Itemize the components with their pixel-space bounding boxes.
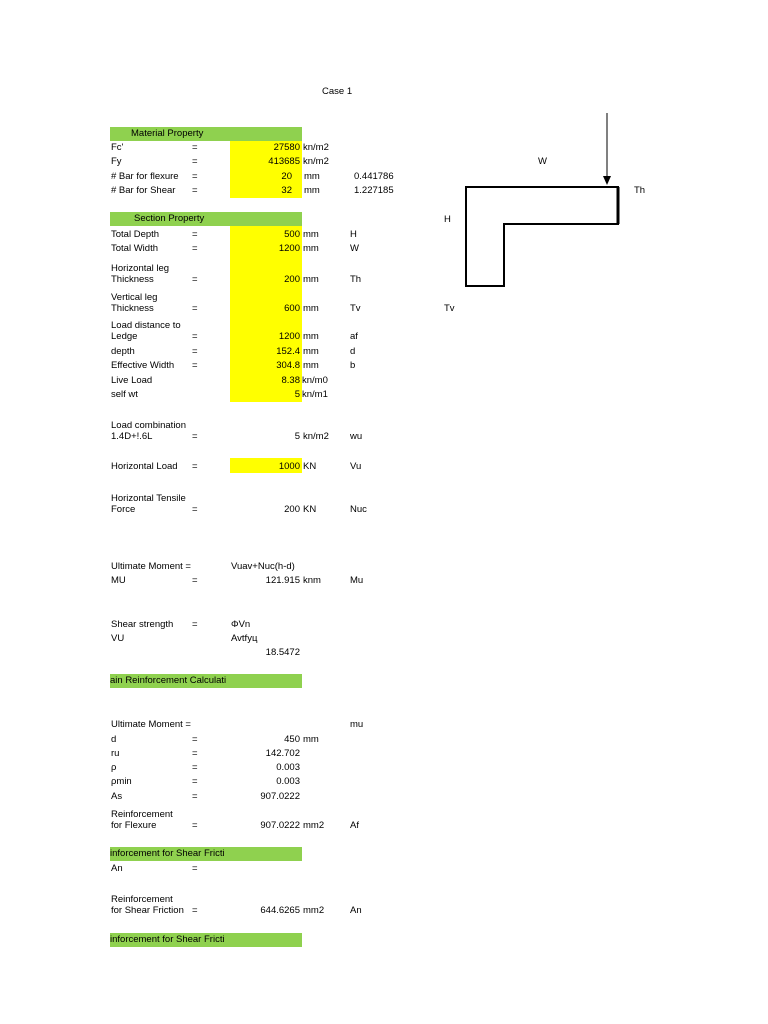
tensile-label-1: Horizontal Tensile xyxy=(111,493,186,504)
horizontal-load-sym: Vu xyxy=(350,461,362,472)
self-wt-unit: kn/m1 xyxy=(302,389,328,400)
fy-unit: kn/m2 xyxy=(303,156,329,167)
bar-shear-value[interactable]: 32 xyxy=(281,185,292,196)
main-as-label: As xyxy=(111,791,123,802)
total-depth-eq: = xyxy=(192,229,198,240)
mu-label: MU xyxy=(111,575,126,586)
ultimate-moment-label: Ultimate Moment = xyxy=(111,561,191,572)
eff-width-eq: = xyxy=(192,360,198,371)
an-eq: = xyxy=(192,863,198,874)
live-load-value[interactable]: 8.38 xyxy=(281,375,300,386)
total-depth-unit: mm xyxy=(303,229,319,240)
fc-value[interactable]: 27580 xyxy=(273,142,300,153)
sheet-title: Case 1 xyxy=(322,86,353,97)
fc-label: Fc' xyxy=(111,142,124,153)
material-header xyxy=(110,127,302,141)
depth-label: depth xyxy=(111,346,135,357)
sf-reinf-sym: An xyxy=(350,905,362,916)
self-wt-label: self wt xyxy=(111,389,138,400)
bar-flexure-label: # Bar for flexure xyxy=(111,171,179,182)
eff-width-sym: b xyxy=(350,360,356,371)
main-ru-value: 142.702 xyxy=(265,748,300,759)
load-combo-label-1: Load combination xyxy=(111,420,186,431)
main-rhomin-eq: = xyxy=(192,776,198,787)
vleg-label-1: Vertical leg xyxy=(111,292,158,303)
sf-reinf-value: 644.6265 xyxy=(260,905,300,916)
hleg-value[interactable]: 200 xyxy=(284,274,300,285)
load-combo-value: 5 xyxy=(294,431,300,442)
shear-strength-eq: = xyxy=(192,619,198,630)
vu-value: 18.5472 xyxy=(265,647,300,658)
main-reinf-header xyxy=(110,674,302,688)
diagram-label-w: W xyxy=(538,156,547,167)
load-dist-label-2: Ledge xyxy=(111,331,138,342)
depth-unit: mm xyxy=(303,346,319,357)
sf-reinf-label-2: for Shear Friction xyxy=(111,905,184,916)
sf-reinf-unit: mm2 xyxy=(303,905,325,916)
diagram-label-th: Th xyxy=(634,185,646,196)
sf-reinf-label-1: Reinforcement xyxy=(111,894,173,905)
tensile-unit: KN xyxy=(303,504,317,515)
section-header xyxy=(110,212,302,226)
diagram-label-h: H xyxy=(444,214,451,225)
shear-friction-header xyxy=(110,847,302,861)
shear-strength-label: Shear strength xyxy=(111,619,174,630)
ledge-section-diagram xyxy=(440,110,640,300)
fy-eq: = xyxy=(192,156,198,167)
main-um-label: Ultimate Moment = xyxy=(111,719,191,730)
hleg-label-1: Horizontal leg xyxy=(111,263,170,274)
main-rhomin-label: ρmin xyxy=(111,776,132,787)
eff-width-unit: mm xyxy=(303,360,319,371)
diagram-label-tv: Tv xyxy=(444,303,455,314)
bar-flexure-eq: = xyxy=(192,171,198,182)
main-ru-eq: = xyxy=(192,748,198,759)
tensile-label-2: Force xyxy=(111,504,136,515)
total-depth-value[interactable]: 500 xyxy=(284,229,300,240)
shear-friction-header-label: inforcement for Shear Fricti xyxy=(110,848,225,859)
depth-value[interactable]: 152.4 xyxy=(276,346,300,357)
bar-shear-eq: = xyxy=(192,185,198,196)
load-combo-eq: = xyxy=(192,431,198,442)
main-rho-label: ρ xyxy=(111,762,117,773)
main-um-sym: mu xyxy=(350,719,364,730)
bar-flexure-area: 0.441786 xyxy=(354,171,394,182)
hleg-label-2: Thickness xyxy=(111,274,154,285)
main-rho-eq: = xyxy=(192,762,198,773)
main-rhomin-value: 0.003 xyxy=(276,776,300,787)
flex-reinf-eq: = xyxy=(192,820,198,831)
fc-eq: = xyxy=(192,142,198,153)
ledge-outline xyxy=(466,187,618,286)
flex-reinf-label-1: Reinforcement xyxy=(111,809,173,820)
depth-eq: = xyxy=(192,346,198,357)
mu-unit: knm xyxy=(303,575,321,586)
last-header xyxy=(110,933,302,947)
bar-flexure-unit: mm xyxy=(304,171,320,182)
total-width-label: Total Width xyxy=(111,243,158,254)
fc-unit: kn/m2 xyxy=(303,142,329,153)
vleg-sym: Tv xyxy=(350,303,361,314)
total-width-value[interactable]: 1200 xyxy=(278,243,300,254)
tensile-eq: = xyxy=(192,504,198,515)
vu-formula: Avtfyц xyxy=(231,633,258,644)
section-header-label: Section Property xyxy=(134,213,205,224)
vleg-eq: = xyxy=(192,303,198,314)
total-width-sym: W xyxy=(350,243,359,254)
load-combo-unit: kn/m2 xyxy=(303,431,329,442)
live-load-unit: kn/m0 xyxy=(302,375,328,386)
last-header-label: inforcement for Shear Fricti xyxy=(110,934,225,945)
load-combo-label-2: 1.4D+!.6L xyxy=(111,431,153,442)
mu-value: 121.915 xyxy=(265,575,300,586)
mu-sym: Mu xyxy=(350,575,364,586)
horizontal-load-eq: = xyxy=(192,461,198,472)
main-d-value: 450 xyxy=(284,734,300,745)
shear-strength-formula: ΦVn xyxy=(231,619,251,630)
load-combo-sym: wu xyxy=(350,431,363,442)
tensile-value: 200 xyxy=(284,504,300,515)
load-dist-unit: mm xyxy=(303,331,319,342)
flex-reinf-sym: Af xyxy=(350,820,359,831)
load-dist-eq: = xyxy=(192,331,198,342)
hleg-unit: mm xyxy=(303,274,319,285)
horizontal-load-label: Horizontal Load xyxy=(111,461,178,472)
fy-label: Fy xyxy=(111,156,122,167)
main-as-value: 907.0222 xyxy=(260,791,300,802)
vu-label: VU xyxy=(111,633,125,644)
bar-shear-label: # Bar for Shear xyxy=(111,185,176,196)
main-ru-label: ru xyxy=(111,748,120,759)
eff-width-value[interactable]: 304.8 xyxy=(276,360,300,371)
vleg-label-2: Thickness xyxy=(111,303,154,314)
total-depth-label: Total Depth xyxy=(111,229,160,240)
total-width-unit: mm xyxy=(303,243,319,254)
main-d-label: d xyxy=(111,734,117,745)
material-header-label: Material Property xyxy=(131,128,204,139)
vleg-value[interactable]: 600 xyxy=(284,303,300,314)
main-d-unit: mm xyxy=(303,734,319,745)
load-dist-value[interactable]: 1200 xyxy=(278,331,300,342)
an-label: An xyxy=(111,863,123,874)
fy-value[interactable]: 413685 xyxy=(268,156,300,167)
bar-flexure-value[interactable]: 20 xyxy=(281,171,292,182)
main-as-eq: = xyxy=(192,791,198,802)
load-dist-sym: af xyxy=(350,331,358,342)
sf-reinf-eq: = xyxy=(192,905,198,916)
hleg-eq: = xyxy=(192,274,198,285)
hleg-sym: Th xyxy=(350,274,362,285)
load-arrow-head xyxy=(603,176,611,185)
bar-shear-unit: mm xyxy=(304,185,320,196)
main-d-eq: = xyxy=(192,734,198,745)
horizontal-load-value[interactable]: 1000 xyxy=(278,461,300,472)
live-load-label: Live Load xyxy=(111,375,153,386)
vleg-unit: mm xyxy=(303,303,319,314)
self-wt-value[interactable]: 5 xyxy=(294,389,300,400)
total-width-eq: = xyxy=(192,243,198,254)
tensile-sym: Nuc xyxy=(350,504,367,515)
horizontal-load-unit: KN xyxy=(303,461,317,472)
main-rho-value: 0.003 xyxy=(276,762,300,773)
flex-reinf-unit: mm2 xyxy=(303,820,325,831)
bar-shear-area: 1.227185 xyxy=(354,185,394,196)
main-reinf-header-label: ain Reinforcement Calculati xyxy=(110,675,227,686)
flex-reinf-value: 907.0222 xyxy=(260,820,300,831)
load-dist-label-1: Load distance to xyxy=(111,320,181,331)
total-depth-sym: H xyxy=(350,229,357,240)
depth-sym: d xyxy=(350,346,356,357)
ultimate-moment-formula: Vuav+Nuc(h-d) xyxy=(231,561,295,572)
eff-width-label: Effective Width xyxy=(111,360,175,371)
mu-eq: = xyxy=(192,575,198,586)
flex-reinf-label-2: for Flexure xyxy=(111,820,157,831)
